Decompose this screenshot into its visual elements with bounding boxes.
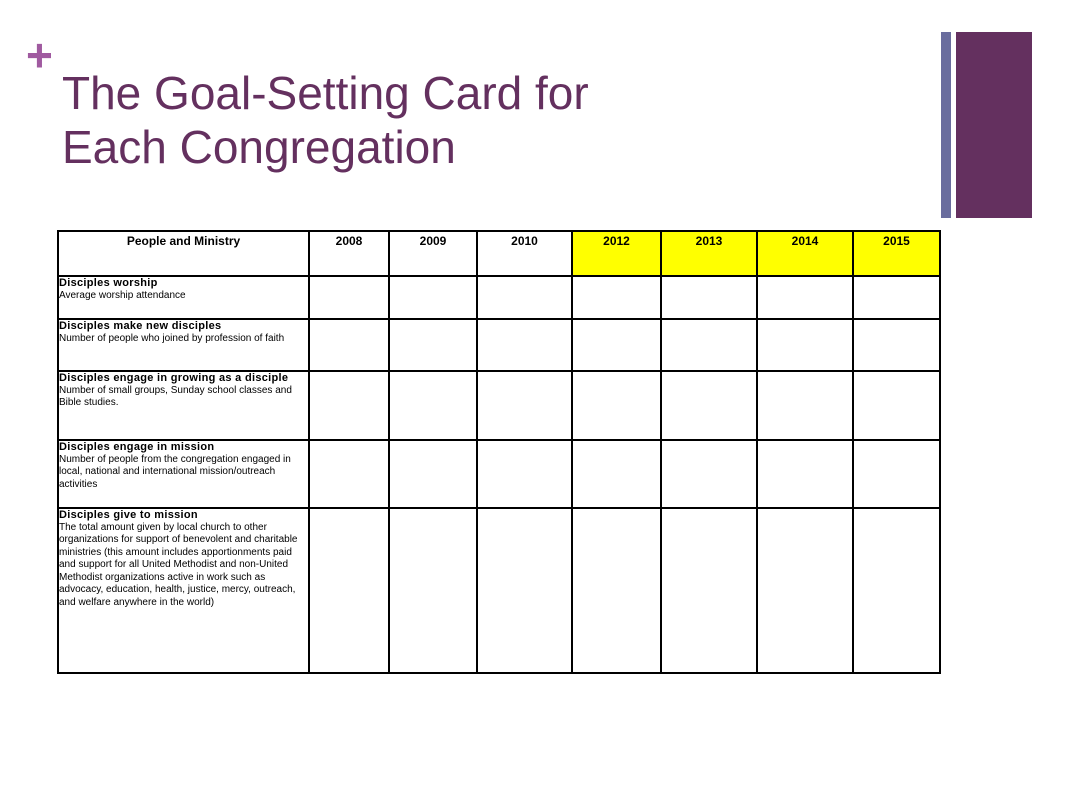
row-description: Average worship attendance <box>59 289 186 301</box>
row-label <box>58 440 309 508</box>
row-description: The total amount given by local church to other organizations for support of benevolent and charitable ministries (this amount includes apportionments paid and support for all United Methodist and non-United Methodist organizations active in work such as advocacy, education, health, justice, mercy, outreach, and welfare anywhere in the world) <box>59 521 298 608</box>
goal-cell <box>572 508 661 673</box>
header-year-2012: 2012 <box>572 231 661 276</box>
row-label <box>58 371 309 440</box>
goal-cell <box>757 319 853 371</box>
goal-cell <box>572 319 661 371</box>
row-label <box>58 508 309 673</box>
goal-cell <box>757 276 853 319</box>
table-row <box>58 440 940 508</box>
goal-cell <box>853 371 940 440</box>
goal-cell <box>389 276 477 319</box>
goal-cell <box>309 371 389 440</box>
header-year-2014: 2014 <box>757 231 853 276</box>
row-label <box>58 276 309 319</box>
goal-cell <box>853 440 940 508</box>
row-description: Number of people from the congregation engaged in local, national and international mission/outreach activities <box>59 453 291 490</box>
goal-setting-table <box>57 230 941 674</box>
table-row <box>58 276 940 319</box>
header-year-2009: 2009 <box>389 231 477 276</box>
goal-cell <box>309 508 389 673</box>
goal-cell <box>661 371 757 440</box>
table-row <box>58 319 940 371</box>
header-year-2010: 2010 <box>477 231 572 276</box>
row-title: Disciples give to mission <box>59 509 198 521</box>
goal-cell <box>477 319 572 371</box>
goal-cell <box>853 276 940 319</box>
goal-cell <box>477 508 572 673</box>
row-label <box>58 319 309 371</box>
accent-bar-thin <box>941 32 951 218</box>
goal-cell <box>661 440 757 508</box>
goal-cell <box>389 319 477 371</box>
row-title: Disciples engage in growing as a disciple <box>59 372 289 384</box>
row-title: Disciples make new disciples <box>59 320 222 332</box>
goal-cell <box>572 371 661 440</box>
header-people-and-ministry: People and Ministry <box>58 231 309 276</box>
goal-cell <box>477 371 572 440</box>
header-year-2008: 2008 <box>309 231 389 276</box>
goal-cell <box>572 440 661 508</box>
goal-cell <box>477 276 572 319</box>
goal-cell <box>389 371 477 440</box>
slide-title-line-2: Each Congregation <box>62 121 456 173</box>
goal-cell <box>309 276 389 319</box>
goal-cell <box>757 440 853 508</box>
goal-cell <box>309 319 389 371</box>
goal-cell <box>661 319 757 371</box>
plus-icon: + <box>26 29 53 81</box>
row-title: Disciples worship <box>59 277 158 289</box>
goal-cell <box>757 371 853 440</box>
goal-cell <box>853 508 940 673</box>
row-description: Number of people who joined by profession of faith <box>59 332 285 344</box>
goal-cell <box>853 319 940 371</box>
goal-cell <box>477 440 572 508</box>
goal-cell <box>661 508 757 673</box>
goal-cell <box>661 276 757 319</box>
goal-cell <box>757 508 853 673</box>
row-description: Number of small groups, Sunday school classes and Bible studies. <box>59 384 292 408</box>
table-row <box>58 371 940 440</box>
goal-cell <box>309 440 389 508</box>
goal-cell <box>389 508 477 673</box>
row-title: Disciples engage in mission <box>59 441 215 453</box>
header-row <box>58 231 940 276</box>
goal-cell <box>389 440 477 508</box>
slide-title-line-1: The Goal-Setting Card for <box>62 67 589 119</box>
slide-title <box>62 66 882 174</box>
table-row <box>58 508 940 673</box>
goal-cell <box>572 276 661 319</box>
accent-bar-thick <box>956 32 1032 218</box>
header-year-2015: 2015 <box>853 231 940 276</box>
header-year-2013: 2013 <box>661 231 757 276</box>
